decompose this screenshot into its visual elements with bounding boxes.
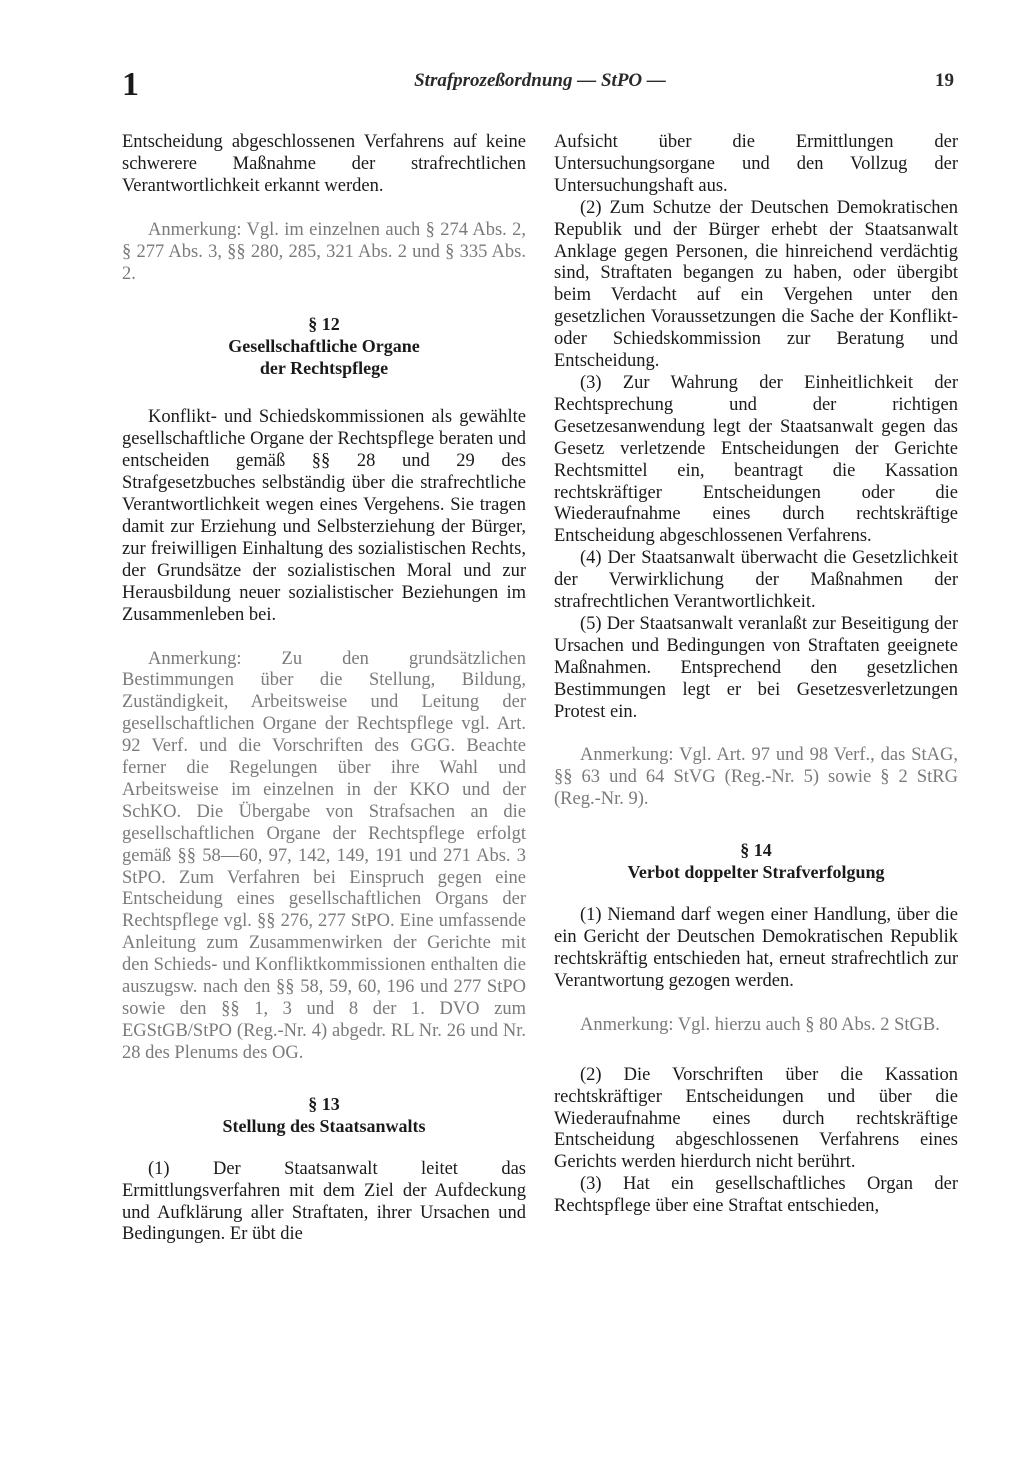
section-14-number: § 14 xyxy=(740,840,772,861)
section-13-title: Stellung des Staatsanwalts xyxy=(222,1115,426,1136)
section-13-number: § 13 xyxy=(308,1093,340,1114)
paragraph-continued: Entscheidung abgeschlossenen Verfahrens auf keine schwerere Maßnahme der strafrechtlichen Verantwortlichkeit erkannt werden. xyxy=(122,132,526,196)
annotation-note: Anmerkung: Vgl. Art. 97 und 98 Verf., das StAG, §§ 63 und 64 StVG (Reg.-Nr. 5) sowie § 2 StRG (Reg.-Nr. 9). xyxy=(554,745,958,810)
section-14-paragraph-1: (1) Niemand darf wegen einer Handlung, über die ein Gericht der Deutschen Demokratischen Republik rechtskräftig entschieden hat, erneut strafrechtlich zur Verantwortung gezogen werden. xyxy=(554,905,958,991)
right-column xyxy=(554,132,958,1218)
section-12-text: Konflikt- und Schiedskommissionen als gewählte gesellschaftliche Organe der Rechtspflege beraten und entscheiden gemäß §§ 28 und 29 des Strafgesetzbuches selbständig über die strafrechtliche Verantwortlichkeit wegen eines Vergehens. Sie tragen damit zur Erziehung und Selbsterziehung der Bürger, zur freiwilligen Einhaltung des sozialistischen Rechts, der Grundsätze der sozialistischen Moral und zur Herausbildung neuer sozialistischer Beziehungen im Zusammenleben bei. xyxy=(122,407,526,625)
section-13-paragraph-2: (2) Zum Schutze der Deutschen Demokratischen Republik und der Bürger erhebt der Staatsanwalt Anklage gegen Personen, die hinreichend verdächtig sind, Straftaten begangen zu haben, oder übergibt beim Verdacht auf ein Vergehen unter den gesetzlichen Voraussetzungen die Sache der Konflikt- oder Schiedskommission zur Beratung und Entscheidung. xyxy=(554,197,958,372)
chapter-number: 1 xyxy=(122,66,139,103)
annotation-note: Anmerkung: Vgl. hierzu auch § 80 Abs. 2 StGB. xyxy=(580,1014,940,1035)
section-13-paragraph-3: (3) Zur Wahrung der Einheitlichkeit der Rechtsprechung und der richtigen Gesetzesanwendung legt der Staatsanwalt gegen das Gesetz verletzende Entscheidungen der Gerichte Rechtsmittel ein, beantragt die Kassation rechtskräftiger Entscheidungen oder die Wiederaufnahme eines durch rechtskräftige Entscheidung abgeschlossenen Verfahrens. xyxy=(554,372,958,547)
section-13-paragraph-4: (4) Der Staatsanwalt überwacht die Gesetzlichkeit der Verwirklichung der Maßnahmen der strafrechtlichen Verantwortlichkeit. xyxy=(554,548,958,613)
paragraph-continued: Aufsicht über die Ermittlungen der Untersuchungsorgane und den Vollzug der Untersuchungshaft aus. xyxy=(554,132,958,196)
section-13-paragraph-1: (1) Der Staatsanwalt leitet das Ermittlungsverfahren mit dem Ziel der Aufdeckung und Aufklärung aller Straftaten, ihrer Ursachen und Bedingungen. Er übt die xyxy=(122,1158,526,1245)
section-14-paragraph-3: (3) Hat ein gesellschaftliches Organ der Rechtspflege über eine Straftat entschieden, xyxy=(554,1174,958,1217)
left-column xyxy=(122,132,526,1246)
section-13-paragraph-5: (5) Der Staatsanwalt veranlaßt zur Beseitigung der Ursachen und Bedingungen von Straftaten geeignete Maßnahmen. Entsprechend den gesetzlichen Bestimmungen legt er bei Gesetzesverletzungen Protest ein. xyxy=(554,613,958,722)
section-14-title: Verbot doppelter Strafverfolgung xyxy=(627,862,885,883)
section-12-title-line-2: der Rechtspflege xyxy=(259,358,389,379)
section-12-number: § 12 xyxy=(308,314,340,335)
annotation-note: Anmerkung: Zu den grundsätzlichen Bestimmungen über die Stellung, Bildung, Zuständigkeit, Arbeitsweise und Leitung der gesellschaftlichen Organe der Rechtspflege vgl. Art. 92 Verf. und die Vorschriften des GGG. Beachte ferner die Regelungen über ihre Wahl und Arbeitsweise im einzelnen in der KKO und der SchKO. Die Übergabe von Strafsachen an die gesellschaftlichen Organe der Rechtspflege erfolgt gemäß §§ 58—60, 97, 142, 149, 191 und 271 Abs. 3 StPO. Zum Verfahren bei Einspruch gegen eine Entscheidung eines gesellschaftlichen Organs der Rechtspflege vgl. §§ 276, 277 StPO. Eine umfassende Anleitung zum Zusammenwirken der Gerichte mit den Schieds- und Konfliktkommissionen enthalten die auszugsw. nach den §§ 58, 59, 60, 196 und 277 StPO sowie den §§ 1, 3 und 8 der 1. DVO zum EGStGB/StPO (Reg.-Nr. 4) abgedr. RL Nr. 26 und Nr. 28 des Plenums des OG. xyxy=(122,648,526,1063)
running-title: Strafprozeßordnung — StPO — xyxy=(414,70,666,91)
annotation-note: Anmerkung: Vgl. im einzelnen auch § 274 Abs. 2, § 277 Abs. 3, §§ 280, 285, 321 Abs. 2 und § 335 Abs. 2. xyxy=(122,219,526,284)
page-number: 19 xyxy=(935,70,954,91)
page-header xyxy=(120,62,960,102)
section-12-title-line-1: Gesellschaftliche Organe xyxy=(228,336,420,357)
section-14-paragraph-2: (2) Die Vorschriften über die Kassation rechtskräftiger Entscheidungen und über die Wiederaufnahme eines durch rechtskräftige Entscheidung abgeschlossenen Verfahrens eines Gerichts werden hierdurch nicht berührt. xyxy=(554,1064,958,1173)
